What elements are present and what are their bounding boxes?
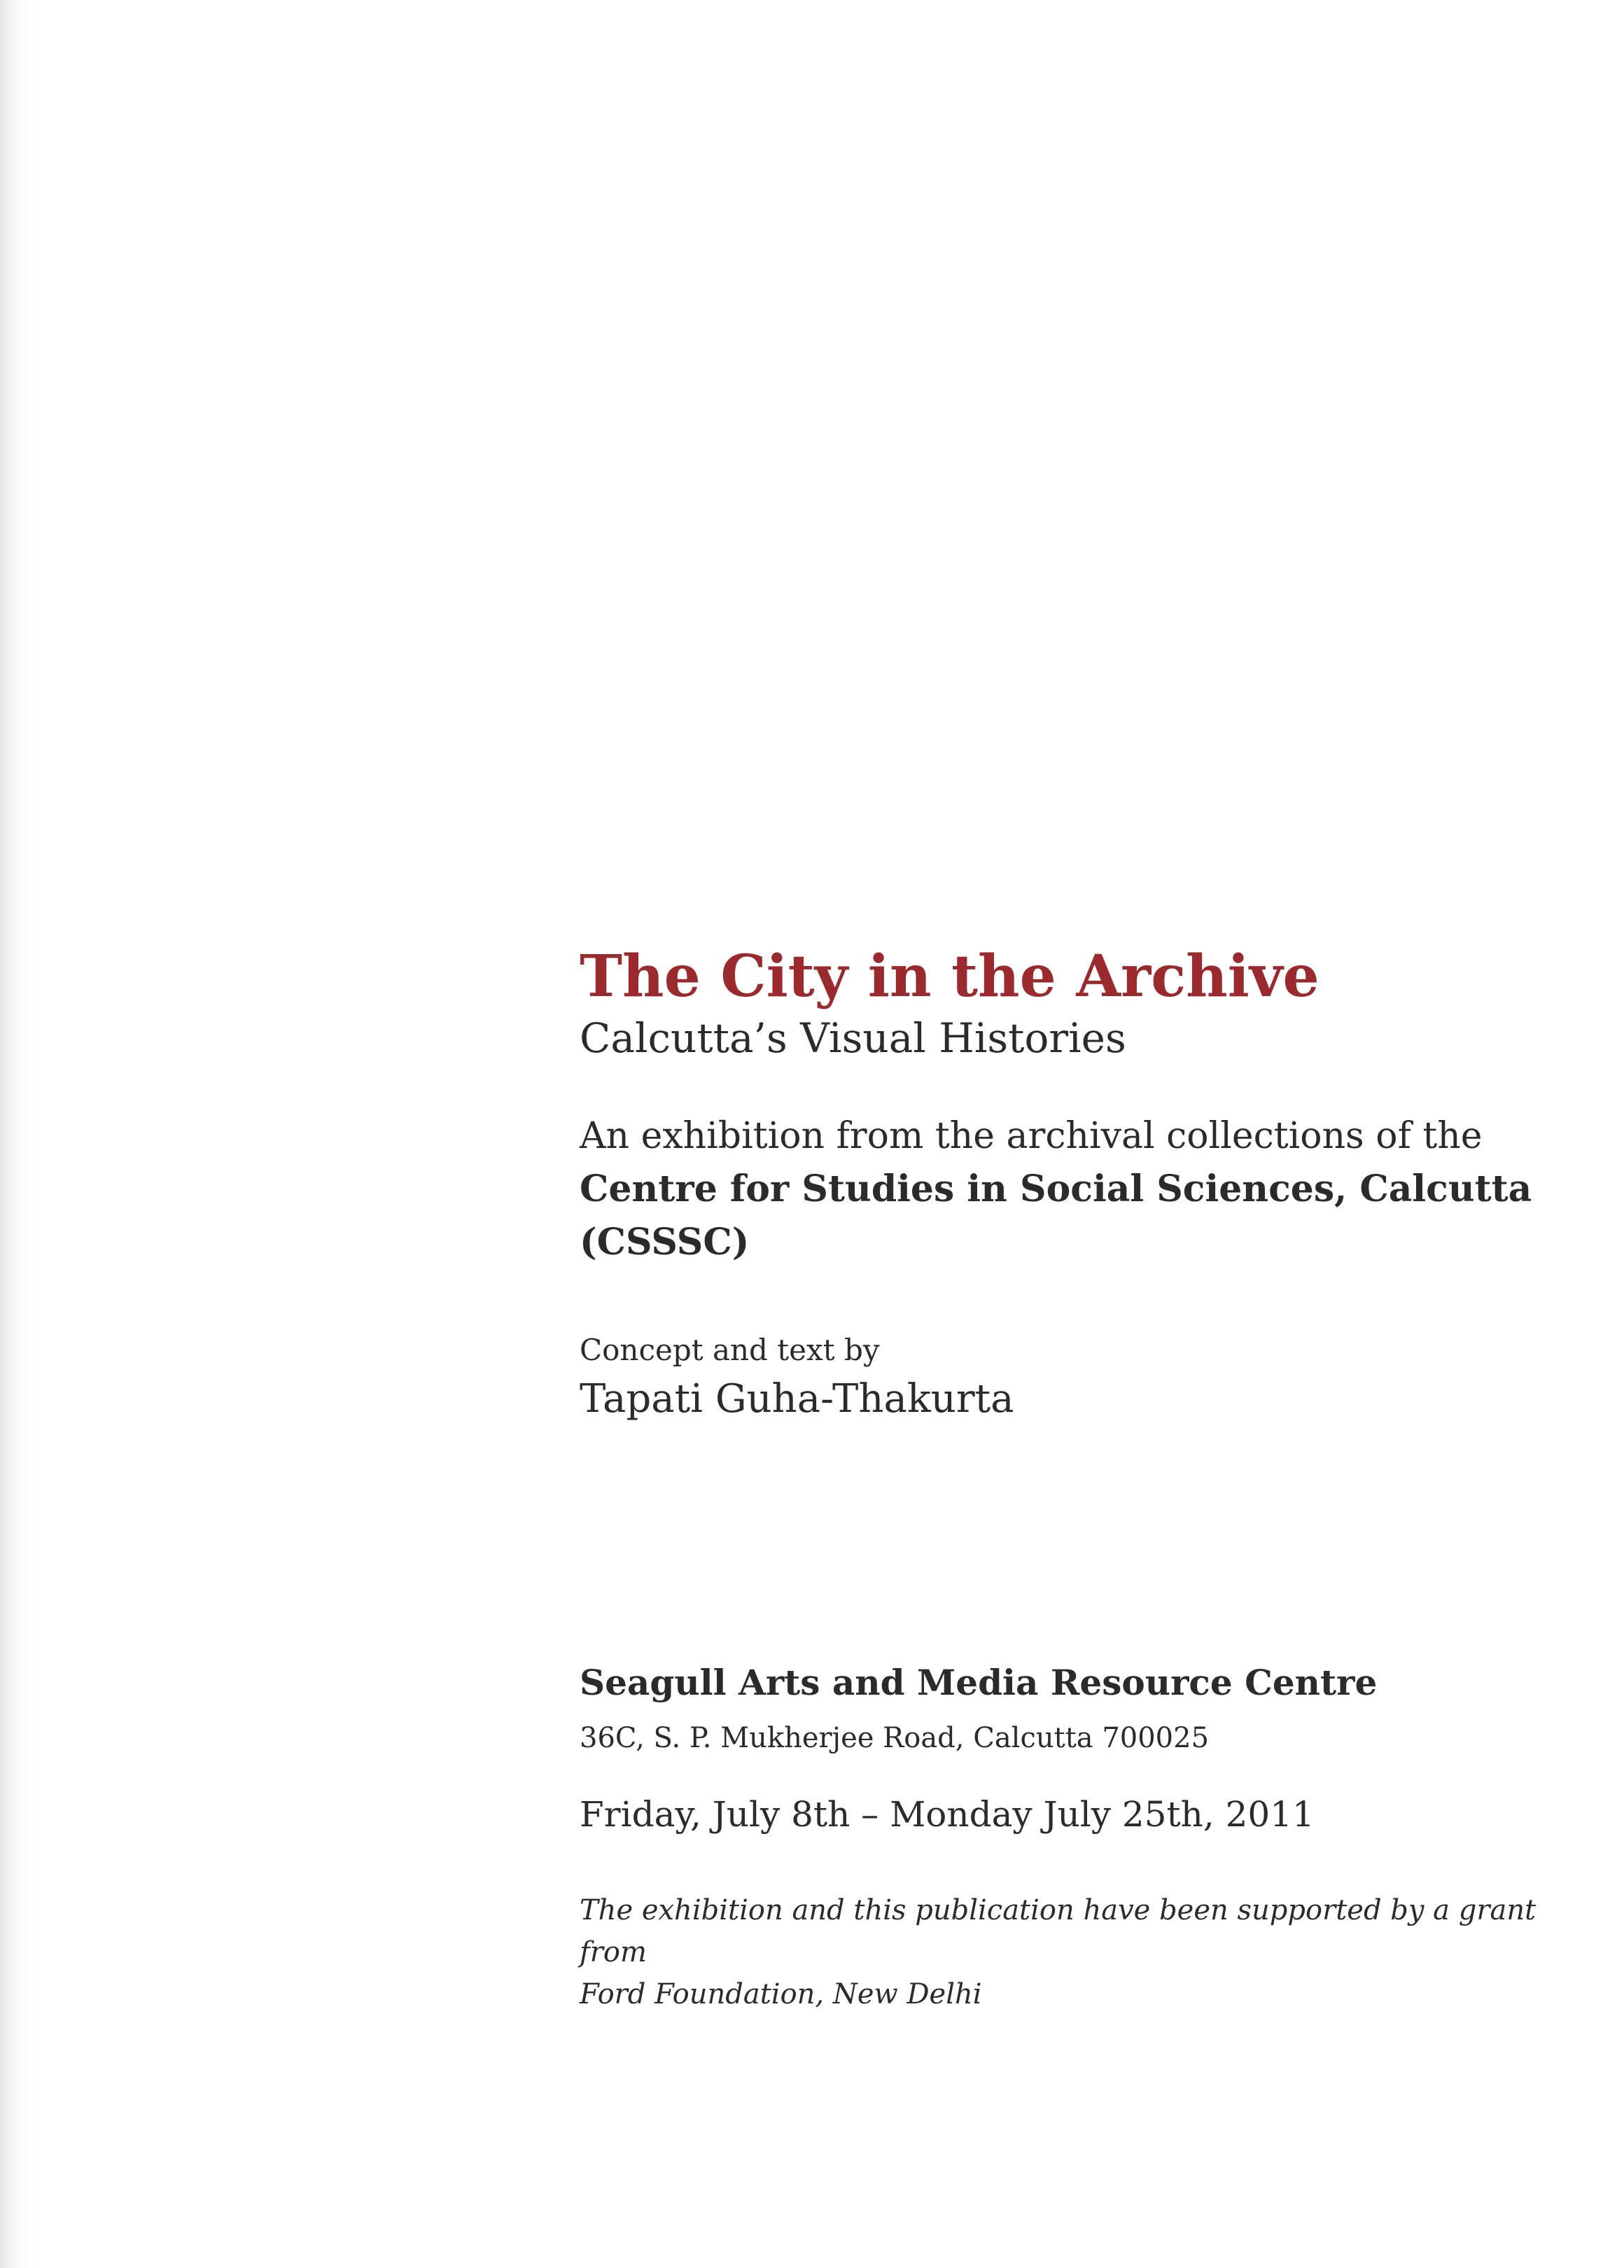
title-page-content [580, 941, 1560, 2015]
scan-edge-shadow [0, 0, 32, 2268]
author-name: Tapati Guha-Thakurta [580, 1376, 1014, 1422]
exhibition-intro [580, 1110, 1560, 1269]
exhibition-subtitle: Calcutta’s Visual Histories [580, 1014, 1126, 1062]
exhibition-dates: Friday, July 8th – Monday July 25th, 2011 [580, 1794, 1315, 1835]
venue-address: 36C, S. P. Mukherjee Road, Calcutta 700025 [580, 1722, 1210, 1754]
venue-name: Seagull Arts and Media Resource Centre [580, 1662, 1378, 1703]
intro-line: An exhibition from the archival collections of the [580, 1115, 1483, 1157]
support-note [580, 1889, 1560, 2015]
institution-name: Centre for Studies in Social Sciences, Calcutta [580, 1168, 1532, 1210]
exhibition-title: The City in the Archive [580, 943, 1320, 1010]
credit-label: Concept and text by [580, 1333, 880, 1367]
support-line-1: The exhibition and this publication have been supported by a grant from [580, 1894, 1536, 1968]
support-line-2: Ford Foundation, New Delhi [580, 1978, 982, 2010]
institution-acronym: (CSSSC) [580, 1221, 750, 1264]
